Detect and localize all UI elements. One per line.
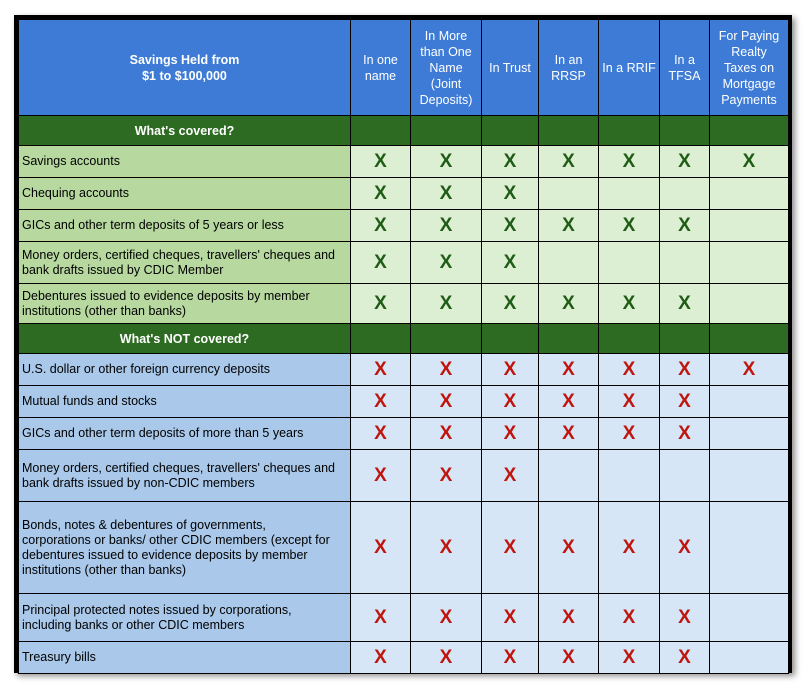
x-mark: X bbox=[351, 210, 411, 242]
col-header-one-name: In one name bbox=[351, 20, 411, 116]
x-mark: X bbox=[411, 502, 482, 594]
table-row bbox=[19, 418, 789, 450]
section-header-not-covered bbox=[19, 324, 789, 354]
row-label-line: Mutual funds and stocks bbox=[22, 394, 157, 408]
x-mark: X bbox=[660, 386, 710, 418]
x-mark: X bbox=[351, 354, 411, 386]
x-mark: X bbox=[599, 146, 660, 178]
x-mark: X bbox=[599, 354, 660, 386]
x-mark: X bbox=[411, 284, 482, 324]
empty-cell bbox=[599, 178, 660, 210]
table-row bbox=[19, 146, 789, 178]
x-mark: X bbox=[411, 642, 482, 674]
section-empty-cell bbox=[539, 116, 599, 146]
empty-cell bbox=[710, 386, 789, 418]
x-mark: X bbox=[660, 284, 710, 324]
row-label-line: debentures issued to evidence deposits by member bbox=[22, 547, 308, 562]
x-mark: X bbox=[482, 210, 539, 242]
row-label bbox=[19, 210, 351, 242]
x-mark: X bbox=[660, 354, 710, 386]
corner-line: $1 to $100,000 bbox=[142, 68, 227, 83]
empty-cell bbox=[710, 210, 789, 242]
table-row bbox=[19, 502, 789, 594]
x-mark: X bbox=[599, 642, 660, 674]
x-mark: X bbox=[411, 450, 482, 502]
empty-cell bbox=[599, 242, 660, 284]
coverage-table bbox=[18, 19, 789, 674]
empty-cell bbox=[710, 418, 789, 450]
x-mark: X bbox=[539, 502, 599, 594]
x-mark: X bbox=[660, 594, 710, 642]
x-mark: X bbox=[482, 450, 539, 502]
empty-cell bbox=[660, 450, 710, 502]
row-label-line: corporations or banks/ other CDIC members (except for bbox=[22, 532, 330, 547]
x-mark: X bbox=[539, 354, 599, 386]
col-header-rrsp: In an RRSP bbox=[539, 20, 599, 116]
empty-cell bbox=[539, 242, 599, 284]
x-mark: X bbox=[482, 354, 539, 386]
empty-cell bbox=[710, 284, 789, 324]
x-mark: X bbox=[482, 502, 539, 594]
empty-cell bbox=[539, 450, 599, 502]
section-empty-cell bbox=[710, 324, 789, 354]
x-mark: X bbox=[411, 354, 482, 386]
x-mark: X bbox=[660, 418, 710, 450]
row-label-line: GICs and other term deposits of more than 5 years bbox=[22, 426, 304, 440]
row-label-line: Treasury bills bbox=[22, 650, 96, 664]
empty-cell bbox=[710, 594, 789, 642]
section-empty-cell bbox=[710, 116, 789, 146]
row-label bbox=[19, 418, 351, 450]
row-label bbox=[19, 450, 351, 502]
x-mark: X bbox=[411, 386, 482, 418]
x-mark: X bbox=[539, 642, 599, 674]
row-label-line: institutions (other than banks) bbox=[22, 562, 186, 577]
x-mark: X bbox=[599, 594, 660, 642]
section-title: What's covered? bbox=[19, 116, 351, 146]
x-mark: X bbox=[660, 146, 710, 178]
empty-cell bbox=[710, 178, 789, 210]
table-row bbox=[19, 178, 789, 210]
x-mark: X bbox=[599, 502, 660, 594]
header-row bbox=[19, 20, 789, 116]
section-empty-cell bbox=[411, 116, 482, 146]
section-empty-cell bbox=[599, 116, 660, 146]
row-label-line: Money orders, certified cheques, travellers' cheques and bbox=[22, 247, 335, 262]
x-mark: X bbox=[411, 210, 482, 242]
x-mark: X bbox=[351, 242, 411, 284]
col-header-joint: In More than One Name (Joint Deposits) bbox=[411, 20, 482, 116]
empty-cell bbox=[710, 242, 789, 284]
empty-cell bbox=[539, 178, 599, 210]
empty-cell bbox=[660, 242, 710, 284]
table-row bbox=[19, 242, 789, 284]
empty-cell bbox=[710, 450, 789, 502]
empty-cell bbox=[710, 502, 789, 594]
corner-line: Savings Held from bbox=[129, 52, 240, 67]
row-label-line: bank drafts issued by non-CDIC members bbox=[22, 475, 255, 490]
x-mark: X bbox=[482, 386, 539, 418]
x-mark: X bbox=[482, 146, 539, 178]
header-corner bbox=[19, 20, 351, 116]
x-mark: X bbox=[351, 386, 411, 418]
section-empty-cell bbox=[351, 324, 411, 354]
row-label bbox=[19, 502, 351, 594]
section-empty-cell bbox=[599, 324, 660, 354]
row-label-line: U.S. dollar or other foreign currency deposits bbox=[22, 362, 271, 376]
row-label-line: Debentures issued to evidence deposits by member bbox=[22, 288, 310, 303]
row-label-line: Bonds, notes & debentures of governments, bbox=[22, 517, 266, 532]
table-row bbox=[19, 284, 789, 324]
table-row bbox=[19, 210, 789, 242]
row-label-line: Money orders, certified cheques, travellers' cheques and bbox=[22, 460, 335, 475]
row-label bbox=[19, 178, 351, 210]
row-label bbox=[19, 354, 351, 386]
col-header-trust: In Trust bbox=[482, 20, 539, 116]
x-mark: X bbox=[599, 284, 660, 324]
section-empty-cell bbox=[539, 324, 599, 354]
x-mark: X bbox=[710, 354, 789, 386]
x-mark: X bbox=[351, 418, 411, 450]
x-mark: X bbox=[411, 418, 482, 450]
row-label bbox=[19, 642, 351, 674]
row-label-line: institutions (other than banks) bbox=[22, 303, 186, 318]
section-empty-cell bbox=[660, 116, 710, 146]
x-mark: X bbox=[351, 594, 411, 642]
row-label-line: Principal protected notes issued by corporations, bbox=[22, 602, 292, 617]
empty-cell bbox=[710, 642, 789, 674]
row-label bbox=[19, 146, 351, 178]
row-label bbox=[19, 594, 351, 642]
x-mark: X bbox=[351, 502, 411, 594]
section-empty-cell bbox=[482, 116, 539, 146]
x-mark: X bbox=[710, 146, 789, 178]
col-header-realty-taxes: For Paying Realty Taxes on Mortgage Payments bbox=[710, 20, 789, 116]
x-mark: X bbox=[411, 178, 482, 210]
x-mark: X bbox=[351, 284, 411, 324]
empty-cell bbox=[660, 178, 710, 210]
col-header-rrif: In a RRIF bbox=[599, 20, 660, 116]
x-mark: X bbox=[482, 642, 539, 674]
x-mark: X bbox=[482, 178, 539, 210]
row-label bbox=[19, 242, 351, 284]
x-mark: X bbox=[411, 594, 482, 642]
x-mark: X bbox=[482, 594, 539, 642]
x-mark: X bbox=[351, 178, 411, 210]
section-header-covered bbox=[19, 116, 789, 146]
x-mark: X bbox=[539, 146, 599, 178]
x-mark: X bbox=[660, 642, 710, 674]
x-mark: X bbox=[599, 386, 660, 418]
section-title: What's NOT covered? bbox=[19, 324, 351, 354]
row-label-line: Savings accounts bbox=[22, 154, 120, 168]
x-mark: X bbox=[539, 594, 599, 642]
x-mark: X bbox=[539, 210, 599, 242]
x-mark: X bbox=[351, 146, 411, 178]
row-label-line: GICs and other term deposits of 5 years or less bbox=[22, 218, 284, 232]
row-label-line: bank drafts issued by CDIC Member bbox=[22, 262, 224, 277]
x-mark: X bbox=[411, 146, 482, 178]
table-row bbox=[19, 594, 789, 642]
x-mark: X bbox=[411, 242, 482, 284]
x-mark: X bbox=[539, 284, 599, 324]
row-label-line: including banks or other CDIC members bbox=[22, 617, 245, 632]
x-mark: X bbox=[482, 284, 539, 324]
table-row bbox=[19, 642, 789, 674]
coverage-table-frame bbox=[14, 15, 792, 673]
row-label bbox=[19, 284, 351, 324]
x-mark: X bbox=[539, 418, 599, 450]
row-label-line: Chequing accounts bbox=[22, 186, 130, 200]
x-mark: X bbox=[351, 642, 411, 674]
col-header-tfsa: In a TFSA bbox=[660, 20, 710, 116]
table-row bbox=[19, 386, 789, 418]
x-mark: X bbox=[599, 210, 660, 242]
x-mark: X bbox=[482, 242, 539, 284]
x-mark: X bbox=[599, 418, 660, 450]
table-row bbox=[19, 354, 789, 386]
section-empty-cell bbox=[411, 324, 482, 354]
section-empty-cell bbox=[660, 324, 710, 354]
table-row bbox=[19, 450, 789, 502]
x-mark: X bbox=[660, 210, 710, 242]
x-mark: X bbox=[482, 418, 539, 450]
row-label bbox=[19, 386, 351, 418]
x-mark: X bbox=[660, 502, 710, 594]
x-mark: X bbox=[351, 450, 411, 502]
section-empty-cell bbox=[482, 324, 539, 354]
empty-cell bbox=[599, 450, 660, 502]
section-empty-cell bbox=[351, 116, 411, 146]
x-mark: X bbox=[539, 386, 599, 418]
